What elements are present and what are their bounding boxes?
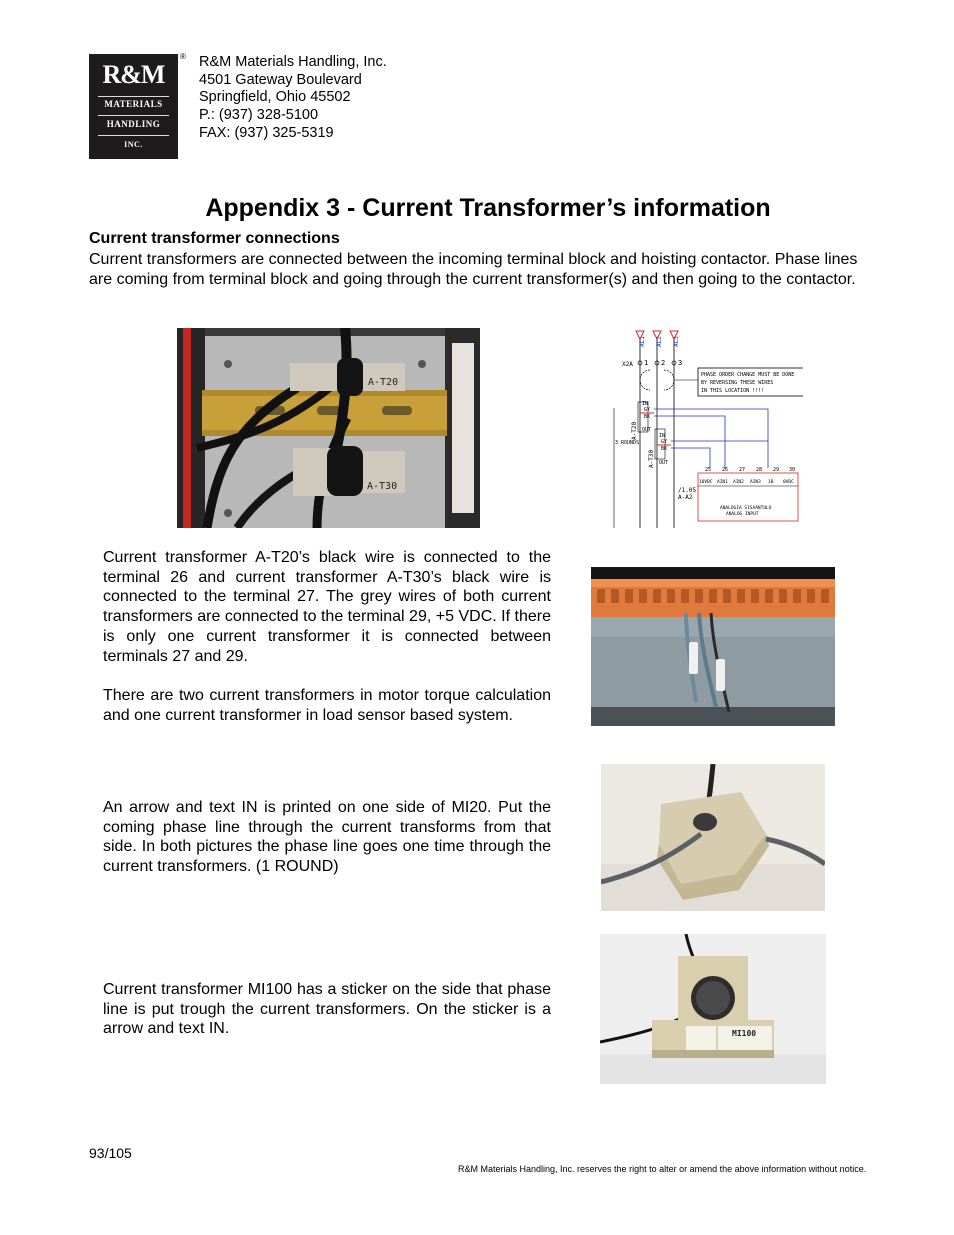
registered-mark: ®	[180, 52, 186, 61]
mi20-photo	[601, 764, 825, 911]
terminal-block-label: X2A	[622, 361, 633, 368]
mi100-sticker-label: MI100	[732, 1029, 757, 1038]
logo-line-2: HANDLING	[106, 119, 161, 129]
module-label: ANALOGIA SISAANTULO	[720, 506, 772, 511]
ct-label-a-t20: A-T20	[368, 377, 399, 388]
intro-paragraph: Current transformers are connected between the incoming terminal block and hoisting contactor. Phase lines are coming from terminal block and going through the current transformer(s) and then going to the contactor.	[89, 251, 858, 288]
wire-label-in: IN	[642, 401, 649, 407]
terminal-wiring-paragraph: Current transformer A-T20’s black wire is connected to the terminal 26 and current transformer A-T30’s black wire is connected to the terminal 27. The grey wires of both current transformers are connected to the terminal 29, +5 VDC. If there is only one current transformer it is connected between terminals 27 and 29.	[103, 549, 551, 665]
phase-label: AL2	[656, 336, 663, 347]
wire-label-gy: GY	[661, 439, 668, 445]
ct-count-paragraph: There are two current transformers in motor torque calculation and one current transformer in load sensor based system.	[103, 687, 551, 724]
wire-label-in: IN	[659, 433, 666, 439]
page-title: Appendix 3 - Current Transformer’s information	[205, 194, 771, 222]
pin-number: 27	[739, 467, 746, 473]
terminal-number: 1	[644, 359, 649, 367]
pin-name: 10VDC	[699, 480, 713, 485]
terminal-number: 3	[678, 359, 683, 367]
wire-label-gy: GY	[644, 407, 651, 413]
footer-notice: R&M Materials Handling, Inc. reserves the right to alter or amend the above information without notice.	[458, 1164, 867, 1174]
pin-number: 26	[722, 467, 729, 473]
wire-label-bk: BK	[644, 414, 651, 420]
address-line: FAX: (937) 325-5319	[199, 124, 334, 141]
logo-line-1: MATERIALS	[104, 99, 163, 109]
logo-brand: R&M	[102, 60, 165, 89]
mi20-paragraph: An arrow and text IN is printed on one side of MI20. Put the coming phase line through the current transforms from that side. In both pictures the phase line goes one time through the current transformers. (1 ROUND)	[103, 799, 551, 876]
schematic-ct-label: A-T30	[648, 449, 655, 468]
ct-label-a-t30: A-T30	[367, 481, 398, 492]
phase-label: AL3	[673, 336, 680, 347]
notice-line: PHASE ORDER CHANGE MUST BE DONE	[701, 372, 795, 378]
pin-name: 1B	[768, 480, 774, 485]
company-logo	[89, 54, 178, 159]
logo-divider	[98, 96, 169, 97]
mi100-photo	[600, 934, 826, 1084]
pin-name: 0VDC	[783, 480, 794, 485]
ct-installation-photo	[177, 328, 480, 528]
notice-line: IN THIS LOCATION !!!!	[701, 388, 765, 394]
logo-divider	[98, 135, 169, 136]
module-label: ANALOG INPUT	[726, 512, 759, 517]
address-line: R&M Materials Handling, Inc.	[199, 54, 387, 70]
page-number: 93/105	[89, 1145, 132, 1161]
mi100-paragraph: Current transformer MI100 has a sticker on the side that phase line is put trough the current transformers. On the sticker is a arrow and text IN.	[103, 981, 551, 1038]
wire-label-bk: BK	[661, 446, 668, 452]
rounds-label: 3 ROUNDS	[615, 440, 640, 446]
pin-name: AIN2	[733, 480, 744, 485]
reference-line: A-A2	[678, 494, 693, 501]
logo-line-3: INC.	[124, 140, 143, 149]
pin-number: 25	[705, 467, 712, 473]
address-line: Springfield, Ohio 45502	[199, 89, 351, 106]
terminal-block-photo	[591, 567, 835, 726]
logo-divider	[98, 115, 169, 116]
address-line: P.: (937) 328-5100	[199, 107, 319, 124]
company-address	[199, 54, 387, 143]
section-heading: Current transformer connections	[89, 230, 340, 247]
wiring-schematic	[598, 328, 803, 528]
pin-name: AIN3	[750, 480, 761, 485]
phase-label: AL1	[639, 336, 646, 347]
pin-number: 30	[789, 467, 796, 473]
terminal-number: 2	[661, 359, 666, 367]
schematic-ct-label: A-T20	[631, 421, 638, 440]
notice-line: BY REVERSING THESE WIRES	[701, 380, 774, 386]
wire-label-out: OUT	[659, 460, 669, 466]
pin-number: 28	[756, 467, 763, 473]
pin-name: AIN1	[717, 480, 728, 485]
pin-number: 29	[773, 467, 780, 473]
address-line: 4501 Gateway Boulevard	[199, 71, 362, 88]
wire-label-out: OUT	[642, 427, 652, 433]
reference-line: /1.05	[678, 487, 697, 494]
